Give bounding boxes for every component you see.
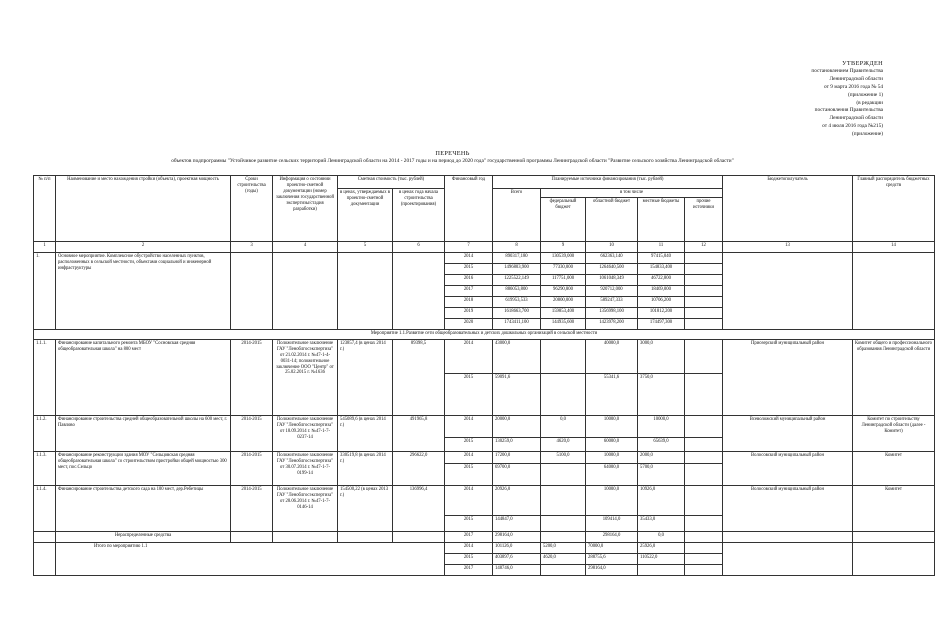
fed-cell: 4620,0 bbox=[541, 437, 586, 451]
object-cost-a: 545089,6 (в ценах 2014 г.) bbox=[338, 415, 393, 451]
loc-cell: 97415,040 bbox=[638, 252, 685, 263]
table-row bbox=[34, 339, 935, 373]
colnum: 6 bbox=[393, 241, 445, 252]
reg-cell: 589247,333 bbox=[586, 296, 638, 307]
object-recipient: Волосовский муниципальный район bbox=[723, 451, 853, 485]
object-docs: Положительное заключение ГАУ "Леноблгосэкспертиза" от 28.06.2014 г. №47-1-7-0146-14 bbox=[273, 485, 338, 531]
reg-cell: 1061048,349 bbox=[586, 274, 638, 285]
total-cell: 1225522,149 bbox=[493, 274, 541, 285]
fed-cell: 117751,000 bbox=[541, 274, 586, 285]
main-name: Основное мероприятие. Комплексное обустройство населенных пунктов, расположенных в сельской местности, объектами социальной и инженерной инфраструктуры bbox=[56, 252, 231, 329]
colnum: 3 bbox=[231, 241, 273, 252]
colnum: 14 bbox=[853, 241, 935, 252]
year-cell: 2014 bbox=[445, 485, 493, 515]
fed-cell bbox=[541, 515, 586, 531]
approval-line: постановлением Правительства bbox=[811, 67, 883, 74]
object-docs: Положительное заключение ГАУ "Леноблгосэкспертиза" от 18.09.2014 г. №47-1-7-0237-14 bbox=[273, 415, 338, 451]
reg-cell: 60000,0 bbox=[586, 437, 638, 451]
approval-title: УТВЕРЖДЕН bbox=[842, 60, 883, 67]
approval-line: Ленинградской области bbox=[829, 115, 883, 122]
loc-cell: 5700,0 bbox=[638, 463, 685, 485]
object-cost-a: 154500,22 (в ценах 2013 г.) bbox=[338, 485, 393, 531]
object-manager: Комитет по строительству Ленинградской области (далее - Комитет) bbox=[853, 415, 935, 451]
reg-cell: 109414,0 bbox=[586, 515, 638, 531]
year-cell: 2017 bbox=[445, 531, 493, 542]
loc-cell bbox=[638, 564, 685, 575]
total-cell: 619953,533 bbox=[493, 296, 541, 307]
loc-cell: 35433,0 bbox=[638, 515, 685, 531]
object-name: Финансирование строительства детского сада на 100 мест, дер.Ребетицы bbox=[56, 485, 231, 531]
fed-cell: 5200,0 bbox=[541, 542, 586, 553]
year-cell: 2015 bbox=[445, 263, 493, 274]
colnum: 12 bbox=[685, 241, 723, 252]
header-year: Финансовый год bbox=[445, 176, 493, 242]
object-manager: Комитет общего и профессионального образования Ленинградской области bbox=[853, 339, 935, 415]
object-name: Финансирование строительства средней общеобразовательной школы на 600 мест, г. Павлово bbox=[56, 415, 231, 451]
total-cell: 101126,0 bbox=[493, 542, 541, 553]
table-row bbox=[34, 485, 935, 515]
header-recipient: Бюджетополучатель bbox=[723, 176, 853, 242]
object-cost-b: 136996,4 bbox=[393, 485, 445, 531]
loc-cell: 65639,0 bbox=[638, 437, 685, 451]
approval-block bbox=[723, 60, 883, 139]
header-cost: Сметная стоимость (тыс. рублей) bbox=[338, 176, 445, 189]
reg-cell: 10000,0 bbox=[586, 415, 638, 437]
header-loc: местные бюджеты bbox=[638, 197, 685, 241]
header-n: № п/п bbox=[34, 176, 56, 242]
colnum: 9 bbox=[541, 241, 586, 252]
header-row bbox=[34, 176, 935, 189]
object-recipient: Всеволожский муниципальный район bbox=[723, 415, 853, 451]
colnum: 13 bbox=[723, 241, 853, 252]
reg-cell: 10000,0 bbox=[586, 485, 638, 515]
object-period: 2014-2015 bbox=[231, 415, 273, 451]
fed-cell: 77330,000 bbox=[541, 263, 586, 274]
reg-cell: 662363,140 bbox=[586, 252, 638, 263]
header-fed: федеральный бюджет bbox=[541, 197, 586, 241]
table-row bbox=[34, 542, 935, 553]
total-cell: 69700,0 bbox=[493, 463, 541, 485]
fed-cell bbox=[541, 373, 586, 415]
year-cell: 2018 bbox=[445, 296, 493, 307]
header-docs: Информация о состоянии проектно-сметной документации (номер заключения государственной экспертизы/стадия разработки) bbox=[273, 176, 338, 242]
reg-cell: 64000,0 bbox=[586, 463, 638, 485]
fed-cell: 159853,400 bbox=[541, 307, 586, 318]
loc-cell: 18469,000 bbox=[638, 285, 685, 296]
table-row bbox=[34, 415, 935, 437]
year-cell: 2016 bbox=[445, 274, 493, 285]
header-name: Наименование и место нахождения стройки (объекта), проектная мощность bbox=[56, 176, 231, 242]
section-title: Мероприятие 1.1.Развитие сети общеобразовательных и детских дошкольных организаций в сельской местности bbox=[34, 329, 935, 339]
fed-cell bbox=[541, 485, 586, 515]
object-cost-b: 89398,5 bbox=[393, 339, 445, 415]
reg-cell: 40000,0 bbox=[586, 339, 638, 373]
fed-cell: 20800,000 bbox=[541, 296, 586, 307]
colnum: 8 bbox=[493, 241, 541, 252]
table-row bbox=[34, 252, 935, 263]
reg-cell: 298164,0 bbox=[586, 564, 638, 575]
year-cell: 2015 bbox=[445, 553, 493, 564]
object-docs: Положительное заключение ГАУ "Леноблгосэкспертиза" от 21.02.2014 г. №47-1-4-0031-14; положительное заключение ООО "Центр" от 25.02.2015 г. №1636 bbox=[273, 339, 338, 415]
reg-cell: 298164,0 bbox=[586, 531, 638, 542]
total-cell: 20926,0 bbox=[493, 485, 541, 515]
table-row bbox=[34, 531, 935, 542]
object-n: 1.1.4. bbox=[34, 485, 56, 531]
header-fin: Планируемые источники финансирования (тыс. рублей) bbox=[493, 176, 723, 189]
approval-line: Ленинградской области bbox=[829, 75, 883, 82]
reg-cell: 1264640,500 bbox=[586, 263, 638, 274]
loc-cell: 10926,0 bbox=[638, 485, 685, 515]
year-cell: 2017 bbox=[445, 285, 493, 296]
header-oth: прочие источники bbox=[685, 197, 723, 241]
loc-cell: 3750,0 bbox=[638, 373, 685, 415]
object-cost-a: 330519,8 (в ценах 2014 г.) bbox=[338, 451, 393, 485]
approval-line: от 4 июля 2016 года №215) bbox=[822, 123, 883, 130]
year-cell: 2015 bbox=[445, 373, 493, 415]
fed-cell bbox=[541, 564, 586, 575]
approval-line: постановления Правительства bbox=[814, 107, 883, 114]
object-period: 2014-2015 bbox=[231, 339, 273, 415]
reg-cell: 70000,0 bbox=[586, 542, 638, 553]
object-period: 2014-2015 bbox=[231, 485, 273, 531]
objects-table bbox=[33, 175, 935, 576]
colnum: 7 bbox=[445, 241, 493, 252]
object-n: 1.1.2. bbox=[34, 415, 56, 451]
year-cell: 2014 bbox=[445, 415, 493, 437]
year-cell: 2014 bbox=[445, 451, 493, 463]
colnum: 11 bbox=[638, 241, 685, 252]
loc-cell: 25926,0 bbox=[638, 542, 685, 553]
fed-cell: 144935,600 bbox=[541, 318, 586, 329]
column-numbers-row bbox=[34, 241, 935, 252]
reg-cell: 10000,0 bbox=[586, 451, 638, 463]
loc-cell: 46722,800 bbox=[638, 274, 685, 285]
list-title: ПЕРЕЧЕНЬ bbox=[435, 150, 470, 157]
loc-cell: 10706,200 bbox=[638, 296, 685, 307]
loc-cell: 0,0 bbox=[638, 531, 685, 542]
year-cell: 2014 bbox=[445, 252, 493, 263]
total-cell: 59091,6 bbox=[493, 373, 541, 415]
object-recipient: Приозерский муниципальный район bbox=[723, 339, 853, 415]
header-incl: в том числе bbox=[541, 189, 723, 198]
total-cell: 20000,0 bbox=[493, 415, 541, 437]
colnum: 4 bbox=[273, 241, 338, 252]
undistributed-label: Нераспределенные средства bbox=[56, 531, 231, 542]
header-manager: Главный распорядитель бюджетных средств bbox=[853, 176, 935, 242]
total-cell: 144847,0 bbox=[493, 515, 541, 531]
section-row bbox=[34, 329, 935, 339]
total-cell: 43000,0 bbox=[493, 339, 541, 373]
table-row bbox=[34, 451, 935, 463]
year-cell: 2014 bbox=[445, 339, 493, 373]
loc-cell: 174497,300 bbox=[638, 318, 685, 329]
fed-cell: 4620,0 bbox=[541, 553, 586, 564]
year-cell: 2014 bbox=[445, 542, 493, 553]
header-period: Сроки строительства (годы) bbox=[231, 176, 273, 242]
approval-line: от 9 марта 2016 года № 54 bbox=[824, 83, 883, 90]
header-cost-b: в ценах года начала строительства (проектирования) bbox=[393, 189, 445, 242]
object-cost-b: 296622,0 bbox=[393, 451, 445, 485]
total-cell: 1618663,700 bbox=[493, 307, 541, 318]
fed-cell: 96290,800 bbox=[541, 285, 586, 296]
colnum: 5 bbox=[338, 241, 393, 252]
object-period: 2014-2015 bbox=[231, 451, 273, 485]
reg-cell: 1423978,200 bbox=[586, 318, 638, 329]
totals-label: Итого по мероприятию 1.1 bbox=[94, 543, 148, 549]
total-cell: 17200,0 bbox=[493, 451, 541, 463]
loc-cell: 101812,200 bbox=[638, 307, 685, 318]
year-cell: 2015 bbox=[445, 437, 493, 451]
object-name: Финансирование капитального ремонта МБОУ "Сосновская средняя общеобразовательная школа" на 800 мест bbox=[56, 339, 231, 415]
total-cell: 148746,0 bbox=[493, 564, 541, 575]
header-reg: областной бюджет bbox=[586, 197, 638, 241]
total-cell: 298164,0 bbox=[493, 531, 541, 542]
object-docs: Положительное заключение ГАУ "Леноблгосэкспертиза" от 30.07.2014 г. №47-1-7-0199-14 bbox=[273, 451, 338, 485]
reg-cell: 55341,6 bbox=[586, 373, 638, 415]
year-cell: 2019 bbox=[445, 307, 493, 318]
reg-cell: 1356998,100 bbox=[586, 307, 638, 318]
fed-cell bbox=[541, 339, 586, 373]
object-cost-a: 123857,4 (в ценах 2014 г.) bbox=[338, 339, 393, 415]
object-n: 1.1.3. bbox=[34, 451, 56, 485]
total-cell: 403897,6 bbox=[493, 553, 541, 564]
list-subtitle: объектов подпрограммы "Устойчивое развитие сельских территорий Ленинградской области на 2014 - 2017 годы и на период до 2020 года" государственной программы Ленинградской области "Развитие сельского хозяйства Ленинградской области" bbox=[171, 158, 734, 164]
approval-line: (приложение) bbox=[852, 131, 883, 138]
object-manager: Комитет bbox=[853, 485, 935, 531]
reg-cell: 920712,000 bbox=[586, 285, 638, 296]
main-n: 1. bbox=[34, 252, 56, 329]
total-cell: 886053,800 bbox=[493, 285, 541, 296]
total-cell: 1743411,100 bbox=[493, 318, 541, 329]
object-name: Финансирование реконструкции здания МОУ "Сельцовская средняя общеобразовательная школа" со строительством пристройки общей мощностью 300 мест, пос.Сельцо bbox=[56, 451, 231, 485]
colnum: 10 bbox=[586, 241, 638, 252]
loc-cell: 154833,400 bbox=[638, 263, 685, 274]
loc-cell: 2000,0 bbox=[638, 451, 685, 463]
total-cell: 130259,0 bbox=[493, 437, 541, 451]
total-cell: 890317,180 bbox=[493, 252, 541, 263]
header-cost-a: в ценах, утверждаемых в проектно-сметной документации bbox=[338, 189, 393, 242]
object-n: 1.1.1. bbox=[34, 339, 56, 415]
fed-cell: 0,0 bbox=[541, 415, 586, 437]
header-total: Всего bbox=[493, 189, 541, 242]
year-cell: 2015 bbox=[445, 463, 493, 485]
approval-line: (в редакции bbox=[856, 99, 883, 106]
year-cell: 2017 bbox=[445, 564, 493, 575]
total-cell: 1496803,900 bbox=[493, 263, 541, 274]
fed-cell: 5100,0 bbox=[541, 451, 586, 463]
year-cell: 2020 bbox=[445, 318, 493, 329]
loc-cell: 10000,0 bbox=[638, 415, 685, 437]
loc-cell: 110522,0 bbox=[638, 553, 685, 564]
object-manager: Комитет bbox=[853, 451, 935, 485]
object-recipient: Волосовский муниципальный район bbox=[723, 485, 853, 531]
colnum: 2 bbox=[56, 241, 231, 252]
reg-cell: 288755,6 bbox=[586, 553, 638, 564]
fed-cell: 130539,000 bbox=[541, 252, 586, 263]
year-cell: 2015 bbox=[445, 515, 493, 531]
colnum: 1 bbox=[34, 241, 56, 252]
fed-cell bbox=[541, 463, 586, 485]
approval-line: (приложение 1) bbox=[848, 91, 883, 98]
loc-cell: 3000,0 bbox=[638, 339, 685, 373]
object-cost-b: 491965,8 bbox=[393, 415, 445, 451]
